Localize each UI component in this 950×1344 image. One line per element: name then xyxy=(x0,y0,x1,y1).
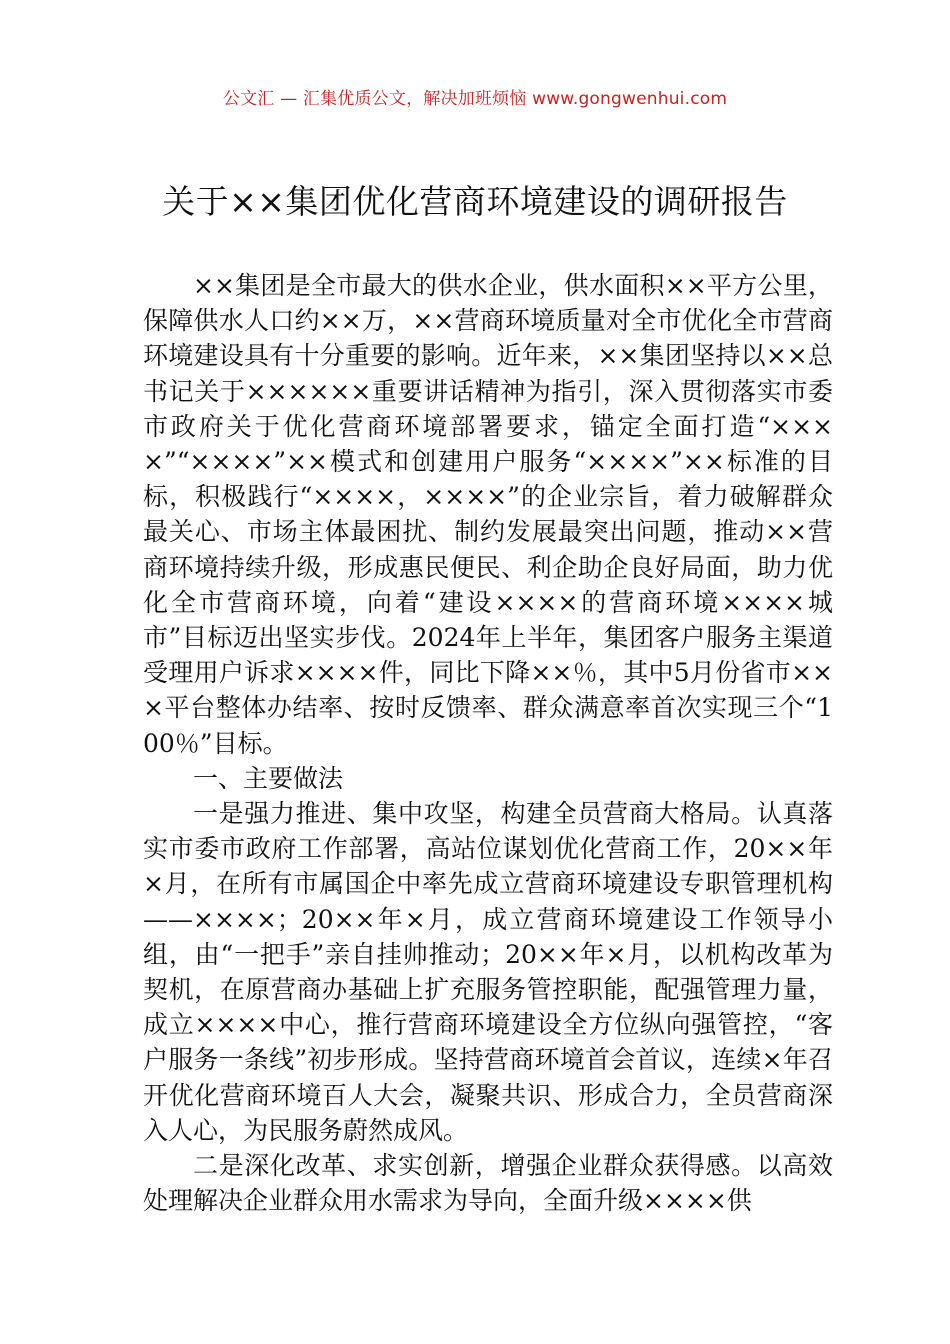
intro-paragraph: ××集团是全市最大的供水企业，供水面积××平方公里，保障供水人口约××万，××营商环境质量对全市优化全市营商环境建设具有十分重要的影响。近年来，××集团坚持以××总书记关于××××××重要讲话精神为指引，深入贯彻落实市委市政府关于优化营商环境部署要求，锚定全面打造“××××”“××××”××模式和创建用户服务“××××”××标准的目标，积极践行“××××，××××”的企业宗旨，着力破解群众最关心、市场主体最困扰、制约发展最突出问题，推动××营商环境持续升级，形成惠民便民、利企助企良好局面，助力优化全市营商环境，向着“建设××××的营商环境××××城市”目标迈出坚实步伐。2024年上半年，集团客户服务主渠道受理用户诉求××××件，同比下降××％，其中5月份省市×××平台整体办结率、按时反馈率、群众满意率首次实现三个“100％”目标。 xyxy=(143,271,833,758)
document-body xyxy=(143,268,833,1218)
section-heading: 一、主要做法 xyxy=(193,763,344,793)
document-title: 关于××集团优化营商环境建设的调研报告 xyxy=(162,182,788,221)
section-paragraph-2: 二是深化改革、求实创新，增强企业群众获得感。以高效处理解决企业群众用水需求为导向，全面升级××××供 xyxy=(143,1151,833,1216)
section-paragraph-1: 一是强力推进、集中攻坚，构建全员营商大格局。认真落实市委市政府工作部署，高站位谋划优化营商工作，20××年×月，在所有市属国企中率先成立营商环境建设专职管理机构——××××；20××年×月，成立营商环境建设工作领导小组，由“一把手”亲自挂帅推动；20××年×月，以机构改革为契机，在原营商办基础上扩充服务管控职能，配强管理力量，成立××××中心，推行营商环境建设全方位纵向强管控，“客户服务一条线”初步形成。坚持营商环境首会首议，连续×年召开优化营商环境百人大会，凝聚共识、形成合力，全员营商深入人心，为民服务蔚然成风。 xyxy=(143,799,833,1145)
site-banner: 公文汇 — 汇集优质公文，解决加班烦恼 www.gongwenhui.com xyxy=(222,89,728,109)
